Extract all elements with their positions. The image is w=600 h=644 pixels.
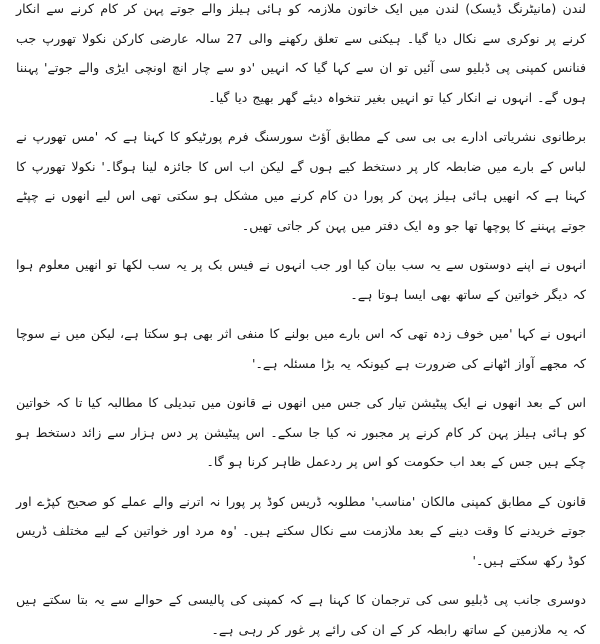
article-paragraph-5: اس کے بعد انھوں نے ایک پیٹیشن تیار کی جس میں انھوں نے قانون میں تبدیلی کا مطالبہ کیا تا کہ خواتین کو ہائی ہیلز پہن کر کام کرنے پر مجبور نہ کیا جا سکے۔ اس پیٹیشن پر دس ہزار سے زائد دستخط ہو چکے ہیں جس کے بعد اب حکومت کو اس پر ردعمل ظاہر کرنا ہو گا۔ <box>16 395 586 469</box>
article-paragraph-7: دوسری جانب پی ڈبلیو سی کی ترجمان کا کہنا ہے کہ کمپنی کی پالیسی کے حوالے سے یہ بتا سکتے ہیں کہ یہ ملازمین کے ساتھ رابطہ کر کے ان کی رائے پر غور کر رہی ہے۔ <box>16 592 586 637</box>
article-paragraph-2: برطانوی نشریاتی ادارے بی بی سی کے مطابق آؤٹ سورسنگ فرم پورٹیکو کا کہنا ہے کہ 'مس تھورپ نے لباس کے بارے میں ضابطہ کار پر دستخط کیے ہوں گے لیکن اب اس کا جائزہ لینا ہوگا۔' نکولا تھورپ کا کہنا ہے کہ انھیں ہائی ہیلز پہن کر پورا دن کام کرنے میں مشکل ہو سکتی تھی اس لیے انھوں نے چپٹے جوتے پہننے کا پوچھا تھا جو وہ ایک دفتر میں پہن کر جاتی تھیں۔ <box>16 129 586 233</box>
article-paragraph-6: قانون کے مطابق کمپنی مالکان 'مناسب' مطلوبہ ڈریس کوڈ پر پورا نہ اترنے والے عملے کو صحیح کپڑے اور جوتے خریدنے کا وقت دینے کے بعد ملازمت سے نکال سکتے ہیں۔ 'وہ مرد اور خواتین کے لیے مختلف ڈریس کوڈ رکھ سکتے ہیں۔' <box>16 493 586 568</box>
article-paragraph-4: انہوں نے کہا 'میں خوف زدہ تھی کہ اس بارے میں بولنے کا منفی اثر بھی ہو سکتا ہے، لیکن میں نے سوچا کہ مجھے آواز اٹھانے کی ضرورت ہے کیونکہ یہ بڑا مسئلہ ہے۔' <box>16 326 586 371</box>
article-paragraph-1: لندن (مانیٹرنگ ڈیسک) لندن میں ایک خاتون ملازمہ کو ہائی ہیلز والے جوتے پہن کر کام کرنے سے انکار کرنے پر نوکری سے نکال دیا گیا۔ ہیکنی سے تعلق رکھنے والی 27 سالہ عارضی کارکن نکولا تھورپ جب فنانس کمپنی پی ڈبلیو سی آئیں تو ان سے کہا گیا کہ انہیں 'دو سے چار انچ اونچی ایڑی والے جوتے' پہننا ہوں گے۔ انہوں نے انکار کیا تو انہیں بغیر تنخواہ دیئے گھر بھیج دیا گیا۔ <box>16 1 586 105</box>
article-paragraph-3: انہوں نے اپنے دوستوں سے یہ سب بیان کیا اور جب انہوں نے فیس بک پر یہ سب لکھا تو انھیں معلوم ہوا کہ دیگر خواتین کے ساتھ بھی ایسا ہوتا ہے۔ <box>16 257 586 302</box>
